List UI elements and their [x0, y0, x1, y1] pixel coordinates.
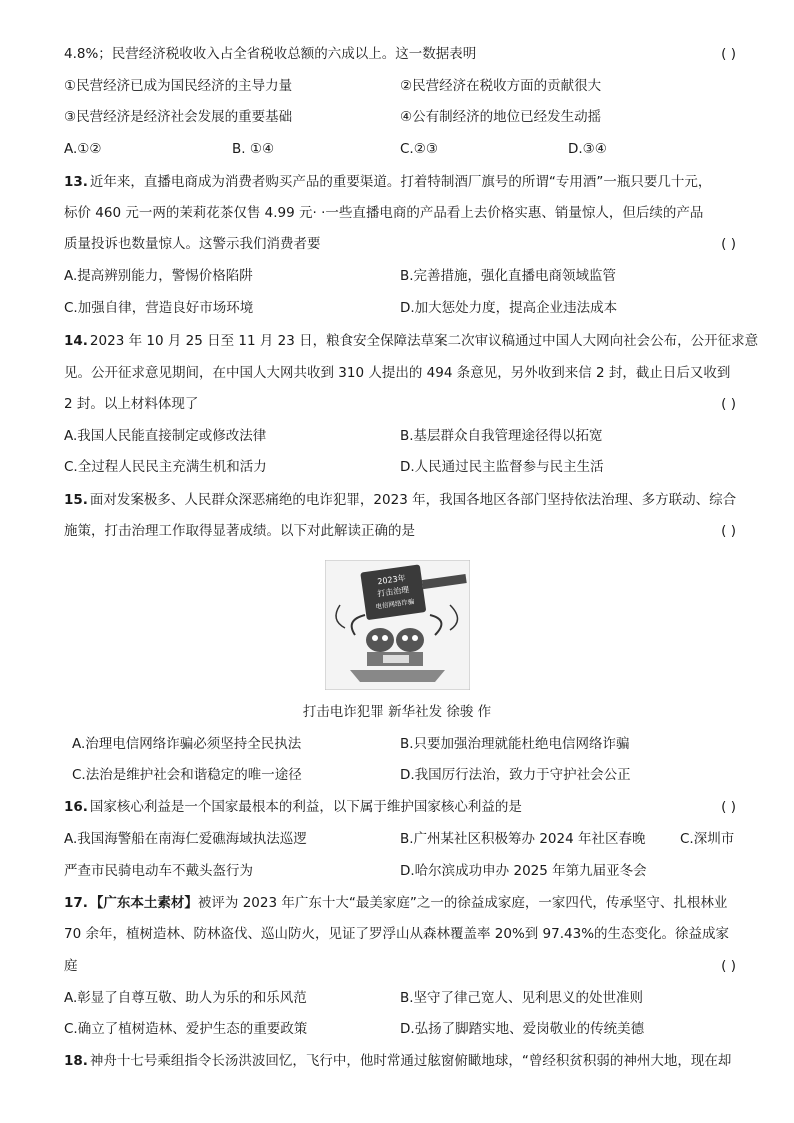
q13-stem-line-3: 质量投诉也数量惊人。这警示我们消费者要 — [64, 236, 321, 252]
q15-option-a: A.治理电信网络诈骗必须坚持全民执法 — [72, 736, 302, 752]
q13-option-b: B.完善措施，强化直播电商领域监管 — [400, 268, 617, 284]
q16-stem: 16. 国家核心利益是一个国家最根本的利益，以下属于维护国家核心利益的是 — [64, 799, 522, 815]
q15-number: 15. — [64, 492, 88, 508]
q17-number: 17. — [64, 895, 88, 911]
q13-answer-blank: ( ) — [721, 236, 736, 252]
q12-option-a: A.①② — [64, 141, 102, 157]
q16-option-d: D.哈尔滨成功申办 2025 年第九届亚冬会 — [400, 863, 647, 879]
cartoon-text-subtitle: 电信网络诈骗 — [375, 597, 415, 611]
q15-option-b: B.只要加强治理就能杜绝电信网络诈骗 — [400, 736, 630, 752]
q12-option-c: C.②③ — [400, 141, 438, 157]
q14-answer-blank: ( ) — [721, 396, 736, 412]
q17-tag: 【广东本土素材】 — [89, 895, 198, 911]
q18-stem: 18. 神舟十七号乘组指令长汤洪波回忆，飞行中，他时常通过舷窗俯瞰地球，“曾经积贫积弱的神州大地，现在却 — [64, 1053, 732, 1069]
q15-option-c: C.法治是维护社会和谐稳定的唯一途径 — [72, 767, 302, 783]
q13-stem-line-1: 13. 近年来，直播电商成为消费者购买产品的重要渠道。打着特制酒厂旗号的所谓“专用酒”一瓶只要几十元， — [64, 174, 712, 190]
q16-option-c-cont: 严查市民骑电动车不戴头盔行为 — [64, 863, 253, 879]
q14-stem-line-2: 见。公开征求意见期间，在中国人大网共收到 310 人提出的 494 条意见，另外收到来信 2 封，截止日后又收到 — [64, 365, 731, 381]
q15-option-d: D.我国厉行法治，致力于守护社会公正 — [400, 767, 631, 783]
q14-option-d: D.人民通过民主监督参与民主生活 — [400, 459, 604, 475]
q14-option-c: C.全过程人民民主充满生机和活力 — [64, 459, 267, 475]
q17-answer-blank: ( ) — [721, 958, 736, 974]
q16-answer-blank: ( ) — [721, 799, 736, 815]
q13-option-c: C.加强自律，营造良好市场环境 — [64, 300, 254, 316]
q12-statement-1: ①民营经济已成为国民经济的主导力量 — [64, 78, 293, 94]
anti-fraud-cartoon — [325, 560, 470, 690]
q17-option-d: D.弘扬了脚踏实地、爱岗敬业的传统美德 — [400, 1021, 645, 1037]
q12-statement-2: ②民营经济在税收方面的贡献很大 — [400, 78, 602, 94]
q15-stem-line-2: 施策，打击治理工作取得显著成绩。以下对此解读正确的是 — [64, 523, 415, 539]
q16-number: 16. — [64, 799, 88, 815]
q16-option-a: A.我国海警船在南海仁爱礁海域执法巡逻 — [64, 831, 307, 847]
q17-option-c: C.确立了植树造林、爱护生态的重要政策 — [64, 1021, 308, 1037]
q16-option-b: B.广州某社区积极筹办 2024 年社区春晚 — [400, 831, 646, 847]
q14-stem-line-1: 14. 2023 年 10 月 25 日至 11 月 23 日，粮食安全保障法草案二次审议稿通过中国人大网向社会公布，公开征求意 — [64, 333, 759, 349]
q13-option-a: A.提高辨别能力，警惕价格陷阱 — [64, 268, 253, 284]
q14-number: 14. — [64, 333, 88, 349]
q12-statement-3: ③民营经济是经济社会发展的重要基础 — [64, 109, 293, 125]
q17-stem-line-1: 17. 【广东本土素材】被评为 2023 年广东十大“最美家庭”之一的徐益成家庭，一家四代，传承坚守、扎根林业 — [64, 895, 728, 911]
q12-stem: 4.8%；民营经济税收收入占全省税收总额的六成以上。这一数据表明 — [64, 46, 477, 62]
q14-stem-line-3: 2 封。以上材料体现了 — [64, 396, 199, 412]
q14-option-a: A.我国人民能直接制定或修改法律 — [64, 428, 267, 444]
q14-option-b: B.基层群众自我管理途径得以拓宽 — [400, 428, 603, 444]
q17-stem-line-2: 70 余年，植树造林、防林盗伐、巡山防火，见证了罗浮山从森林覆盖率 20%到 97.43%的生态变化。徐益成家 — [64, 926, 730, 942]
q12-option-d: D.③④ — [568, 141, 607, 157]
cartoon-text-year: 2023年 — [376, 573, 407, 587]
cartoon-caption: 打击电诈犯罪 新华社发 徐骏 作 — [302, 704, 492, 720]
q18-number: 18. — [64, 1053, 88, 1069]
cartoon-text-title: 打击治理 — [376, 585, 410, 599]
q15-answer-blank: ( ) — [721, 523, 736, 539]
q13-option-d: D.加大惩处力度，提高企业违法成本 — [400, 300, 618, 316]
q13-stem-line-2: 标价 460 元一两的茉莉花茶仅售 4.99 元· ·一些直播电商的产品看上去价格实惠、销量惊人，但后续的产品 — [64, 205, 704, 221]
q15-stem-line-1: 15. 面对发案极多、人民群众深恶痛绝的电诈犯罪，2023 年，我国各地区各部门坚持依法治理、多方联动、综合 — [64, 492, 737, 508]
q17-option-a: A.彰显了自尊互敬、助人为乐的和乐风范 — [64, 990, 307, 1006]
q12-option-b: B. ①④ — [232, 141, 275, 157]
q16-option-c: C.深圳市 — [680, 831, 735, 847]
q13-number: 13. — [64, 174, 88, 190]
q12-statement-4: ④公有制经济的地位已经发生动摇 — [400, 109, 602, 125]
q17-stem-line-3: 庭 — [64, 958, 78, 974]
q12-answer-blank: ( ) — [721, 46, 736, 62]
q17-option-b: B.坚守了律己宽人、见利思义的处世准则 — [400, 990, 644, 1006]
